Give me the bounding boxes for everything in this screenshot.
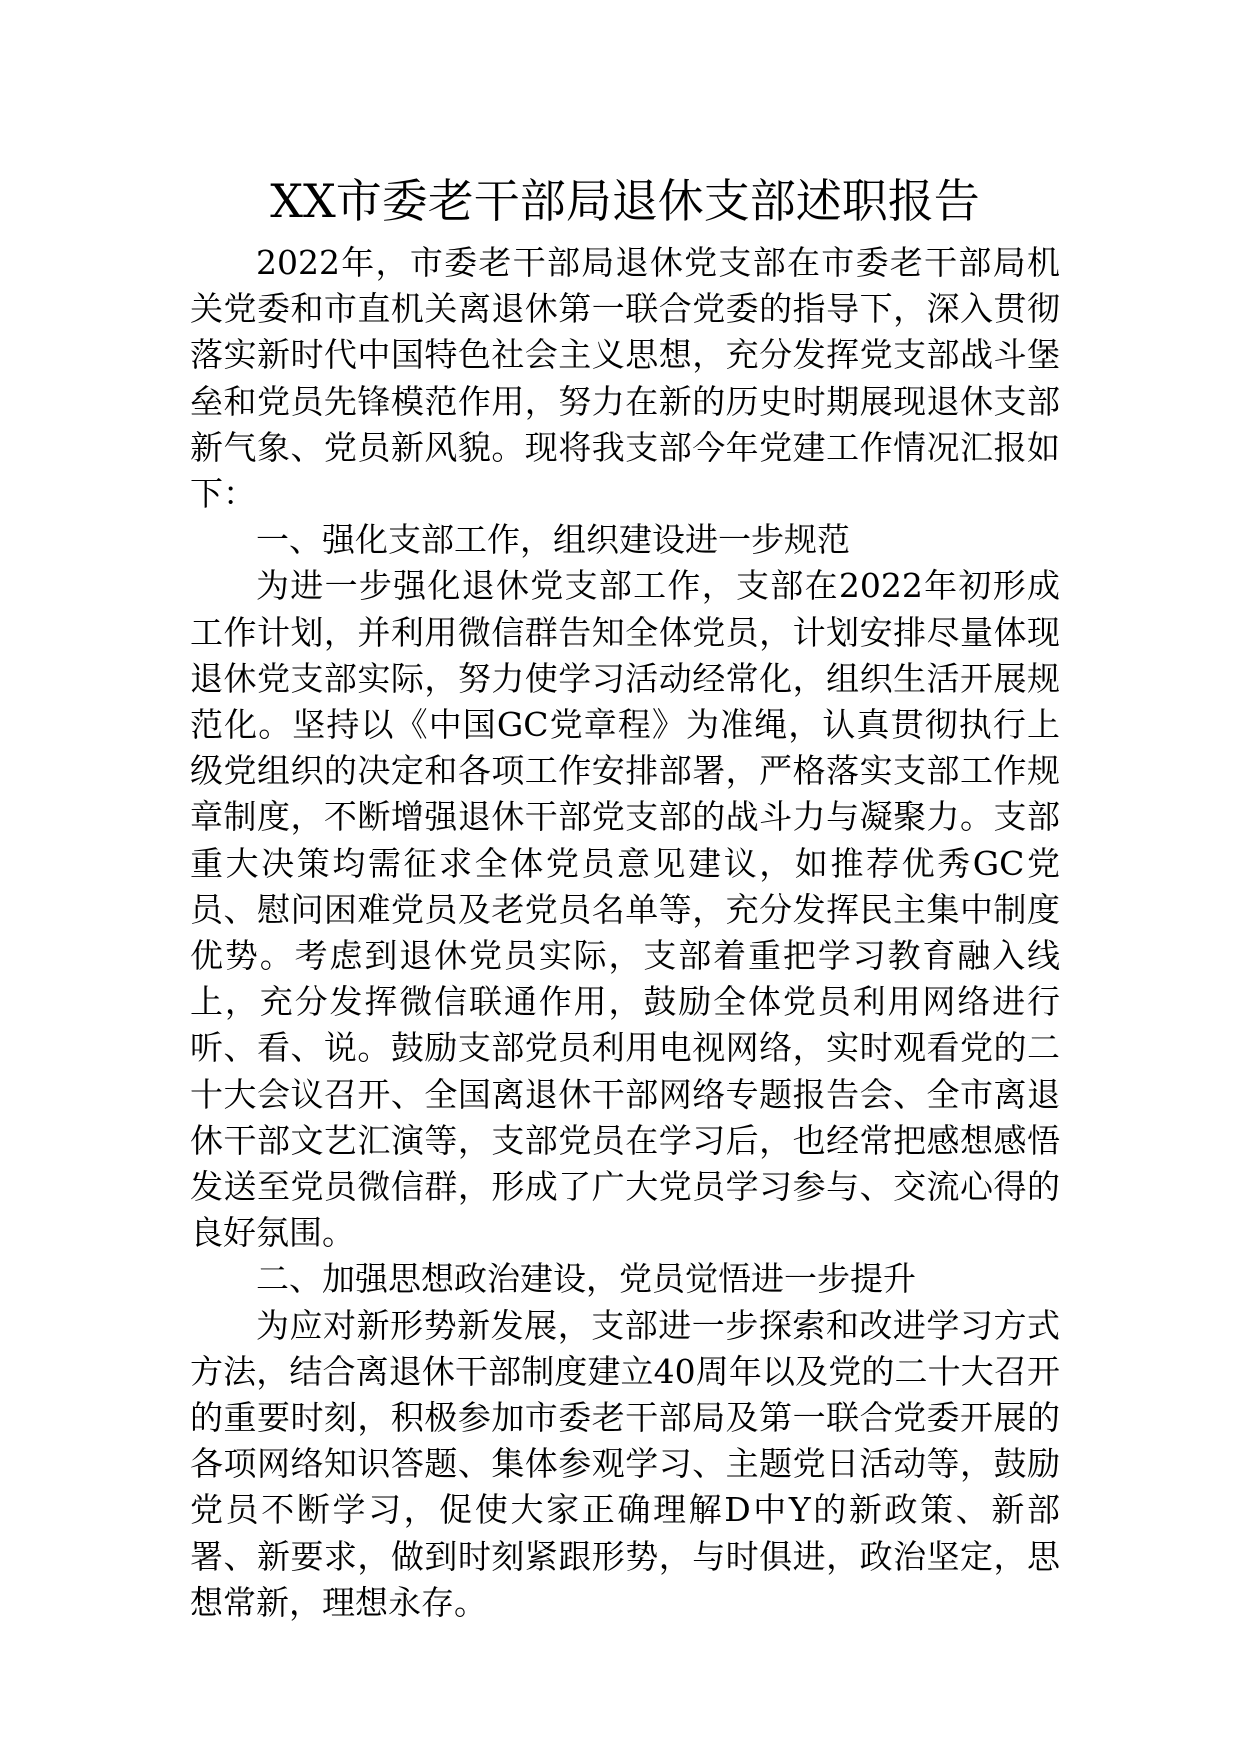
section-2-heading: 二、加强思想政治建设，党员觉悟进一步提升 xyxy=(256,1259,916,1299)
document-page xyxy=(190,172,1060,1626)
section-2-body: 为应对新形势新发展，支部进一步探索和改进学习方式方法，结合离退休干部制度建立40周年以及党的二十大召开的重要时刻，积极参加市委老干部局及第一联合党委开展的各项网络知识答题、集体参观学习、主题党日活动等，鼓励党员不断学习，促使大家正确理解D中Y的新政策、新部署、新要求，做到时刻紧跟形势，与时俱进，政治坚定，思想常新，理想永存。 xyxy=(190,1305,1060,1622)
section-1-heading: 一、强化支部工作，组织建设进一步规范 xyxy=(256,520,850,560)
section-1-body: 为进一步强化退休党支部工作，支部在2022年初形成工作计划，并利用微信群告知全体党员，计划安排尽量体现退休党支部实际，努力使学习活动经常化，组织生活开展规范化。坚持以《中国GC党章程》为准绳，认真贯彻执行上级党组织的决定和各项工作安排部署，严格落实支部工作规章制度，不断增强退休干部党支部的战斗力与凝聚力。支部重大决策均需征求全体党员意见建议，如推荐优秀GC党员、慰问困难党员及老党员名单等，充分发挥民主集中制度优势。考虑到退休党员实际，支部着重把学习教育融入线上，充分发挥微信联通作用，鼓励全体党员利用网络进行听、看、说。鼓励支部党员利用电视网络，实时观看党的二十大会议召开、全国离退休干部网络专题报告会、全市离退休干部文艺汇演等，支部党员在学习后，也经常把感想感悟发送至党员微信群，形成了广大党员学习参与、交流心得的良好氛围。 xyxy=(190,566,1060,1253)
intro-paragraph: 2022年，市委老干部局退休党支部在市委老干部局机关党委和市直机关离退休第一联合党委的指导下，深入贯彻落实新时代中国特色社会主义思想，充分发挥党支部战斗堡垒和党员先锋模范作用，努力在新的历史时期展现退休支部新气象、党员新风貌。现将我支部今年党建工作情况汇报如下： xyxy=(190,243,1060,514)
document-title: XX市委老干部局退休支部述职报告 xyxy=(270,174,980,228)
